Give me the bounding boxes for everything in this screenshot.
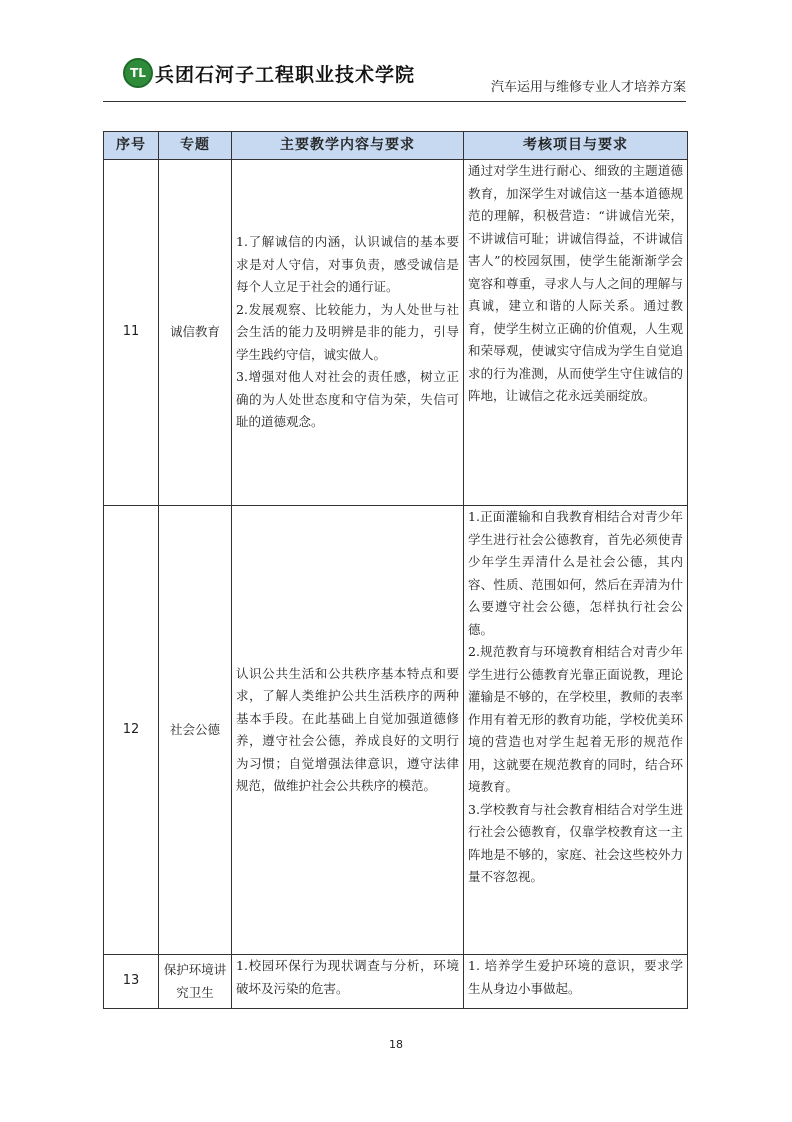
assessment-item: 2.规范教育与环境教育相结合对青少年学生进行公德教育光靠正面说教，理论灌输是不够的，在学校里，教师的表率作用有着无形的教育功能，学校优美环境的营造也对学生起着无形的规范作用，这就要在规范教育的同时，结合环境教育。 (468, 644, 683, 794)
content-item: 2.发展观察、比较能力，为人处世与社会生活的能力及明辨是非的能力，引导学生践约守信，诚实做人。 (236, 301, 459, 362)
table-row (104, 160, 688, 506)
row-topic: 保护环境讲究卫生 (159, 955, 232, 1009)
page-header (103, 52, 686, 100)
row-content (232, 506, 464, 955)
row-number: 13 (104, 955, 159, 1009)
header-divider (103, 101, 686, 102)
curriculum-table (103, 131, 688, 1009)
header-assessment: 考核项目与要求 (464, 132, 688, 160)
assessment-item: 1. 培养学生爱护环境的意识，要求学生从身边小事做起。 (468, 958, 683, 996)
page-number: 18 (389, 1038, 403, 1051)
header-content: 主要教学内容与要求 (232, 132, 464, 160)
row-content (232, 160, 464, 506)
document-title: 汽车运用与维修专业人才培养方案 (490, 80, 686, 95)
row-topic: 社会公德 (159, 506, 232, 955)
school-logo-icon: TL (123, 58, 153, 88)
row-number: 12 (104, 506, 159, 955)
table-row (104, 955, 688, 1009)
row-number: 11 (104, 160, 159, 506)
header-topic: 专题 (159, 132, 232, 160)
row-content (232, 955, 464, 1009)
school-name: 兵团石河子工程职业技术学院 (155, 64, 416, 86)
row-assessment (464, 160, 688, 506)
content-item: 3.增强对他人对社会的责任感，树立正确的为人处世态度和守信为荣，失信可耻的道德观念。 (236, 369, 459, 430)
row-assessment (464, 506, 688, 955)
content-item: 认识公共生活和公共秩序基本特点和要求，了解人类维护公共生活秩序的两种基本手段。在此基础上自觉加强道德修养，遵守社会公德，养成良好的文明行为习惯；自觉增强法律意识，遵守法律规范，做维护社会公共秩序的模范。 (236, 665, 459, 793)
table-header-row (104, 132, 688, 160)
row-assessment (464, 955, 688, 1009)
assessment-item: 3.学校教育与社会教育相结合对学生进行社会公德教育，仅靠学校教育这一主阵地是不够的，家庭、社会这些校外力量不容忽视。 (468, 801, 683, 884)
header-number: 序号 (104, 132, 159, 160)
row-topic: 诚信教育 (159, 160, 232, 506)
assessment-item: 1.正面灌输和自我教育相结合对青少年学生进行社会公德教育，首先必须使青少年学生弄清什么是社会公德，其内容、性质、范围如何，然后在弄清为什么要遵守社会公德，怎样执行社会公德。 (468, 509, 683, 637)
assessment-item: 通过对学生进行耐心、细致的主题道德教育，加深学生对诚信这一基本道德规范的理解，积极营造：“讲诚信光荣，不讲诚信可耻；讲诚信得益，不讲诚信害人”的校园氛围，使学生能渐渐学会宽容和尊重，寻求人与人之间的理解与真诚，建立和谐的人际关系。通过教育，使学生树立正确的价值观，人生观和荣辱观，使诚实守信成为学生自觉追求的行为准测，从而使学生守住诚信的阵地，让诚信之花永远美丽绽放。 (468, 163, 683, 403)
content-item: 1.校园环保行为现状调查与分析，环境破坏及污染的危害。 (236, 958, 459, 996)
table-row (104, 506, 688, 955)
content-item: 1.了解诚信的内涵，认识诚信的基本要求是对人守信，对事负责，感受诚信是每个人立足于社会的通行证。 (236, 234, 459, 295)
